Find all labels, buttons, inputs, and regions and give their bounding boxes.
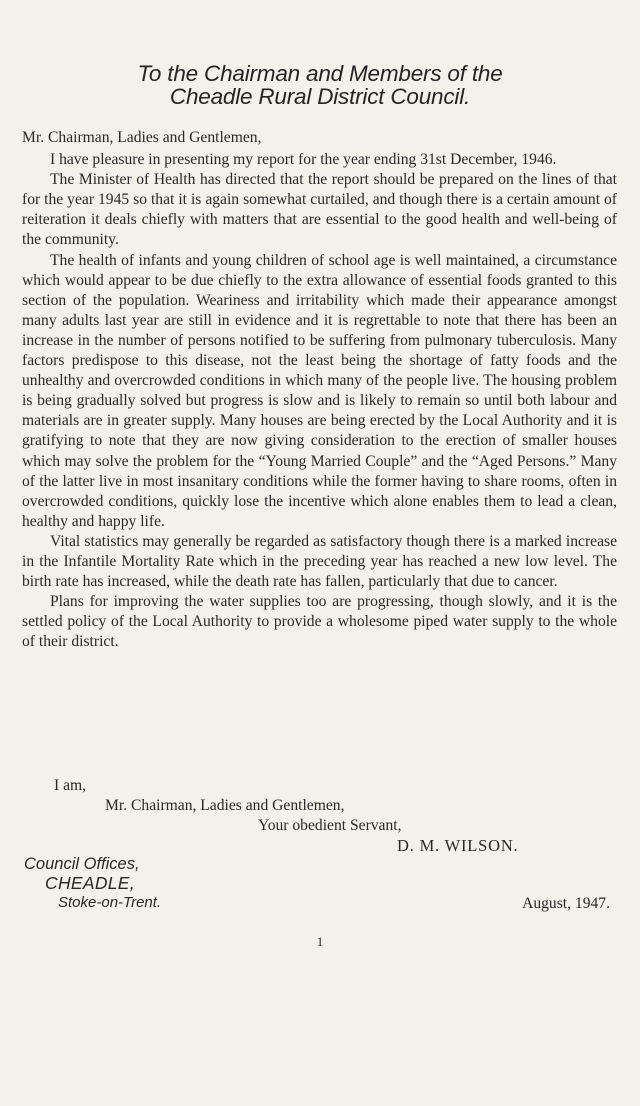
paragraph: The health of infants and young children of school age is well maintained, a circumstance which would appear to be due chiefly to the extra allowance of essential foods granted to this section of the population. Weariness and irritability which made their appearance amongst many adults last year are still in evidence and it is regrettable to note that there has been an increase in the number of persons notified to be suffering from pulmonary tuberculosis. Many factors predispose to this disease, not the least being the shortage of fatty foods and the unhealthy and overcrowded conditions in which many of the people live. The housing problem is being gradually solved but progress is slow and is likely to remain so until both labour and materials are in greater supply. Many houses are being erected by the Local Authority and it is gratifying to note that they are now giving consideration to the erection of smaller houses which may solve the problem for the “Young Married Couple” and the “Aged Persons.” Many of the latter live in most insanitary conditions while the former having to share rooms, often in overcrowded conditions, quickly lose the incentive which alone enables them to lead a clean, healthy and happy life. <box>22 251 617 530</box>
signature-name: D. M. WILSON. <box>397 836 519 856</box>
letter-date: August, 1947. <box>522 895 610 912</box>
salutation: Mr. Chairman, Ladies and Gentlemen, <box>22 129 262 146</box>
closing-line: Mr. Chairman, Ladies and Gentlemen, <box>105 797 345 815</box>
letter-body <box>22 128 617 652</box>
closing-line: I am, <box>54 777 87 794</box>
closing-line: Your obedient Servant, <box>258 817 402 835</box>
paragraph: I have pleasure in presenting my report for the year ending 31st December, 1946. <box>50 151 557 169</box>
address-line: Council Offices, <box>24 855 140 873</box>
addressee-heading-line2: Cheadle Rural District Council. <box>169 84 471 109</box>
addressee-heading-line1: To the Chairman and Members of the <box>137 61 503 86</box>
sender-address <box>24 855 161 912</box>
paragraph: Plans for improving the water supplies too are progressing, though slowly, and it is the settled policy of the Local Authority to provide a wholesome piped water supply to the whole of their district. <box>22 593 617 651</box>
paragraph: Vital statistics may generally be regarded as satisfactory though there is a marked increase in the Infantile Mortality Rate which in the preceding year has reached a new low level. The birth rate has increased, while the death rate has fallen, particularly that due to cancer. <box>22 532 617 591</box>
page-number: 1 <box>316 934 324 949</box>
address-line: Stoke-on-Trent. <box>58 894 162 911</box>
address-line: CHEADLE, <box>45 873 135 893</box>
paragraph: The Minister of Health has directed that the report should be prepared on the lines of that for the year 1945 so that it is again somewhat curtailed, and though there is a certain amount of reiteration it deals chiefly with matters that are essential to the good health and well-being of the community. <box>22 171 617 249</box>
letter-closing <box>22 776 617 856</box>
